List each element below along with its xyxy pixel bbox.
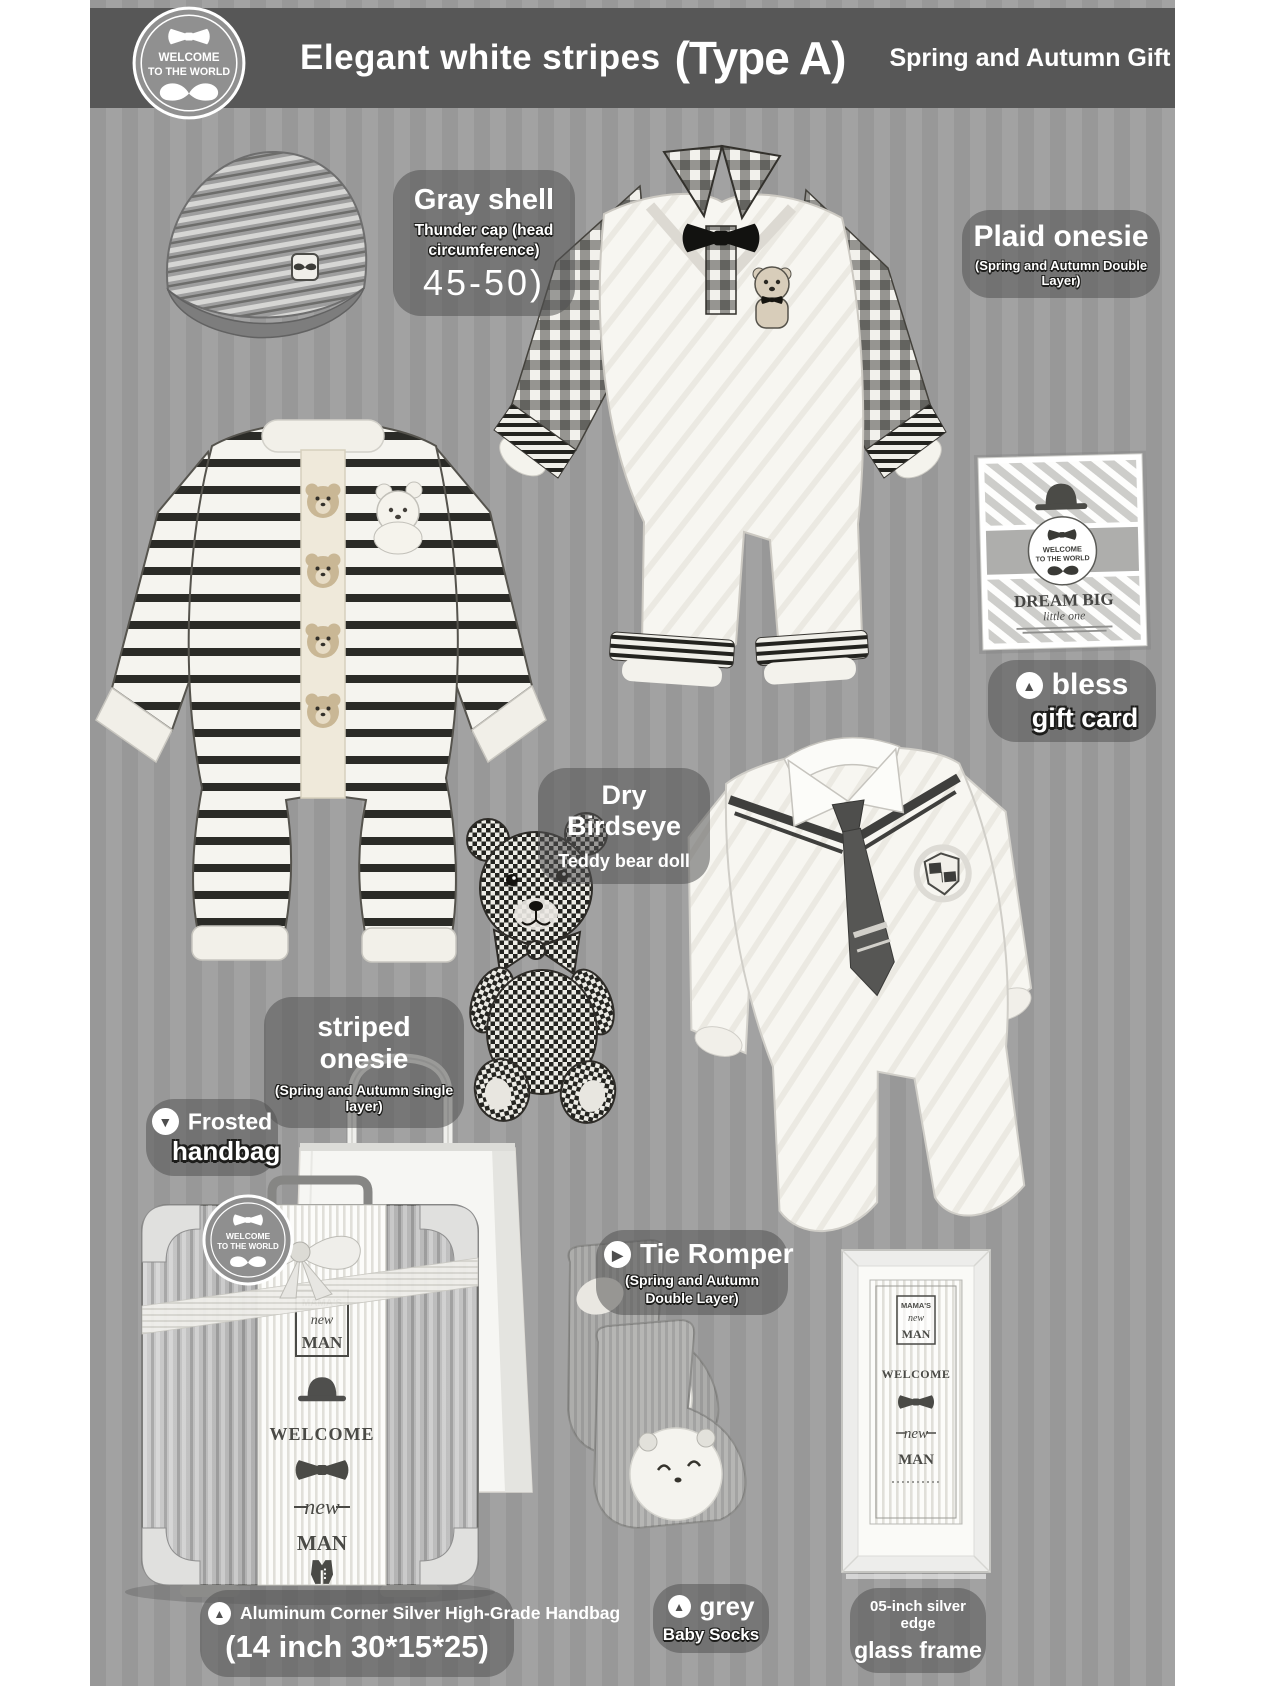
triangle-up-icon: ▲ (1016, 672, 1043, 699)
page-subtitle: Spring and Autumn Gift Box (889, 43, 1225, 72)
frame-box-line2: new (907, 1313, 925, 1324)
tie-romper-sub: (Spring and Autumn Double Layer) (624, 1272, 760, 1306)
grey-socks-sub: Baby Socks (662, 1624, 760, 1644)
glass-frame-photo (842, 1250, 990, 1579)
label-gray-shell (393, 170, 575, 316)
label-tie-romper (596, 1230, 794, 1315)
triangle-up-icon: ▲ (208, 1602, 231, 1625)
band-welcome: WELCOME (269, 1424, 375, 1444)
frame-welcome: WELCOME (881, 1367, 951, 1381)
logo-line2: TO THE WORLD (147, 66, 231, 79)
label-bless-gift-card (988, 660, 1156, 742)
frame-new: new (903, 1426, 929, 1442)
bless-sub: gift card (1031, 702, 1139, 733)
band-box-line3: MAN (301, 1333, 343, 1352)
striped-onesie-photo (96, 420, 546, 962)
label-grey-socks (653, 1584, 769, 1653)
band-man: MAN (296, 1531, 348, 1555)
label-dry-birdseye (538, 768, 710, 884)
dry-birdseye-sub: Teddy bear doll (558, 851, 690, 872)
frame-brand-card (870, 1280, 962, 1524)
gift-card-subtitle: little one (1042, 608, 1086, 624)
aluminum-title: Aluminum Corner Silver High-Grade Handbag (240, 1603, 621, 1623)
glass-frame-title: 05-inch silver edge (870, 1598, 966, 1632)
dry-birdseye-title: Dry Birdseye (566, 780, 682, 842)
tie-romper-title: Tie Romper (640, 1238, 794, 1269)
grey-socks-title: grey (699, 1591, 755, 1621)
gray-shell-size: 45-50) (422, 261, 546, 303)
aluminum-suitcase-photo (125, 1180, 495, 1605)
play-icon: ▶ (604, 1241, 631, 1268)
gift-card-title: DREAM BIG (1013, 589, 1114, 612)
gray-flat-cap-photo (167, 152, 366, 338)
bless-title: bless (1051, 668, 1129, 701)
frosted-sub: handbag (172, 1136, 281, 1166)
label-striped-onesie (264, 997, 464, 1128)
page-title: Elegant white stripes (300, 38, 661, 77)
gift-card-photo (974, 451, 1151, 654)
frame-box-line1: MAMA'S (900, 1301, 932, 1310)
label-frosted-handbag (146, 1099, 281, 1176)
frame-man: MAN (898, 1452, 934, 1468)
white-plush-bear-applique (374, 482, 422, 554)
gray-shell-title: Gray shell (413, 184, 555, 216)
plaid-onesie-title: Plaid onesie (973, 220, 1149, 253)
frame-box-line3: MAN (901, 1327, 931, 1341)
striped-onesie-sub: (Spring and Autumn single layer) (274, 1082, 454, 1115)
gift-card-badge-line1: WELCOME (1042, 544, 1083, 555)
band-new: new (304, 1494, 340, 1519)
label-glass-frame (850, 1588, 986, 1673)
tag-line1: WELCOME (225, 1231, 271, 1241)
suitcase-round-tag (204, 1196, 292, 1284)
band-box-line2: new (310, 1313, 334, 1328)
logo-line1: WELCOME (158, 50, 220, 64)
tag-line2: TO THE WORLD (217, 1242, 279, 1251)
tie-romper-photo (666, 723, 1054, 1241)
label-aluminum-handbag (200, 1590, 621, 1677)
glass-frame-sub: glass frame (854, 1637, 982, 1663)
frosted-title: Frosted (187, 1108, 273, 1135)
page-title-type: (Type A) (674, 32, 846, 84)
gift-card-badge-line2: TO THE WORLD (1035, 555, 1090, 564)
gray-shell-sub: Thunder cap (head circumference) (414, 222, 554, 260)
gift-card-badge (1028, 516, 1098, 586)
label-plaid-onesie (962, 210, 1160, 298)
triangle-up-icon: ▲ (668, 1595, 691, 1618)
plaid-onesie-sub: (Spring and Autumn Double Layer) (974, 257, 1148, 288)
aluminum-size: (14 inch 30*15*25) (225, 1629, 489, 1664)
striped-onesie-title: striped onesie (317, 1011, 411, 1075)
triangle-down-icon: ▼ (152, 1108, 179, 1135)
